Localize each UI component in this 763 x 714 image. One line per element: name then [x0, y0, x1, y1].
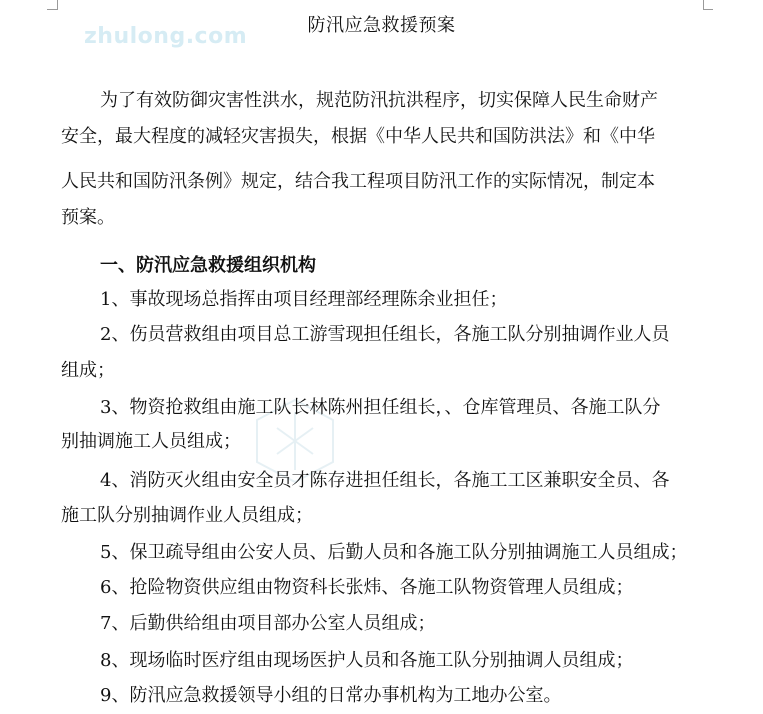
- list-item-3: 3、物资抢救组由施工队长林陈州担任组长，、仓库管理员、各施工队分: [100, 397, 661, 418]
- list-item-2: 2、伤员营救组由项目总工游雪现担任组长，各施工队分别抽调作业人员: [100, 324, 670, 345]
- watermark-text: zhulong.com: [84, 24, 248, 49]
- list-item-4-cont: 施工队分别抽调作业人员组成；: [61, 505, 313, 526]
- crop-mark-left: [57, 0, 58, 10]
- intro-line-3: 人民共和国防汛条例》规定，结合我工程项目防汛工作的实际情况，制定本: [61, 171, 655, 192]
- list-item-9: 9、防汛应急救援领导小组的日常办事机构为工地办公室。: [100, 685, 562, 706]
- list-item-8: 8、现场临时医疗组由现场医护人员和各施工队分别抽调人员组成；: [100, 650, 634, 671]
- crop-mark-right-h: [703, 9, 713, 10]
- intro-line-1: 为了有效防御灾害性洪水，规范防汛抗洪程序，切实保障人民生命财产: [100, 90, 658, 111]
- intro-line-4: 预案。: [61, 207, 115, 228]
- intro-line-2: 安全，最大程度的减轻灾害损失，根据《中华人民共和国防洪法》和《中华: [61, 126, 655, 147]
- list-item-3-cont: 别抽调施工人员组成；: [61, 431, 241, 452]
- list-item-4: 4、消防灭火组由安全员才陈存进担任组长，各施工工区兼职安全员、各: [100, 470, 670, 491]
- list-item-6: 6、抢险物资供应组由物资科长张炜、各施工队物资管理人员组成；: [100, 577, 634, 598]
- list-item-1: 1、事故现场总指挥由项目经理部经理陈余业担任；: [100, 289, 508, 310]
- section-heading: 一、防汛应急救援组织机构: [100, 255, 316, 276]
- list-item-2-cont: 组成；: [61, 360, 115, 381]
- list-item-5: 5、保卫疏导组由公安人员、后勤人员和各施工队分别抽调施工人员组成；: [100, 542, 688, 563]
- crop-mark-left-h: [47, 9, 57, 10]
- document-title: 防汛应急救援预案: [307, 15, 456, 36]
- list-item-7: 7、后勤供给组由项目部办公室人员组成；: [100, 613, 436, 634]
